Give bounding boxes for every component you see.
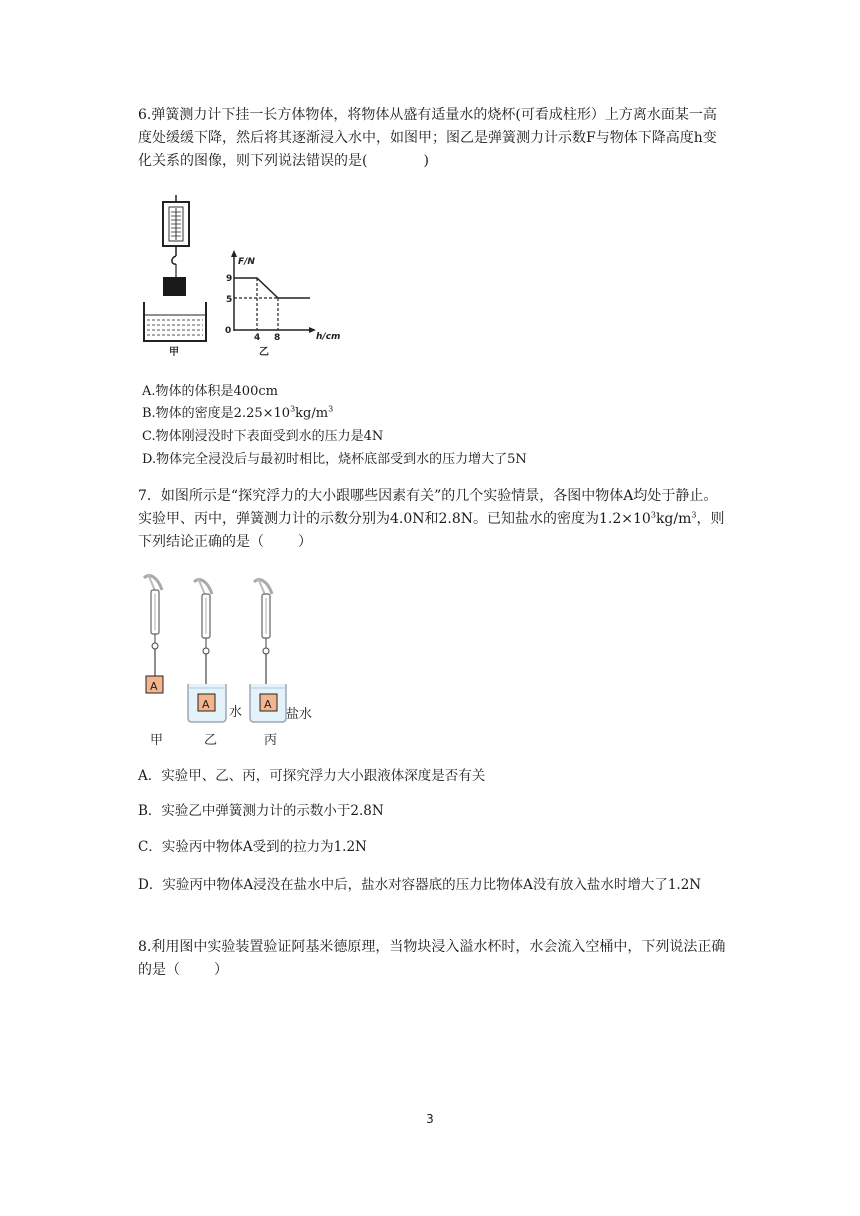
q7-option-c: C．实验丙中物体A受到的拉力为1.2N (138, 839, 367, 855)
question-6-stem: 6.弹簧测力计下挂一长方体物体，将物体从盛有适量水的烧杯(可看成柱形）上方离水面某一高度处缓缓下降，然后将其逐渐浸入水中，如图甲；图乙是弹簧测力计示数F与物体下降高度h变化关系的图像，则下列说法错误的是( ) (138, 107, 717, 169)
q7-option-b: B．实验乙中弹簧测力计的示数小于2.8N (138, 803, 384, 819)
brine-label: 盐水 (286, 707, 313, 722)
question-7-figure (138, 568, 328, 750)
graph-y-axis-label: F/N (238, 257, 255, 267)
graph-x-tick-4: 4 (254, 333, 261, 343)
q6-option-c: C.物体刚浸没时下表面受到水的压力是4N (142, 429, 384, 444)
f-h-graph (225, 250, 340, 343)
q7-option-a: A．实验甲、乙、丙，可探究浮力大小跟液体深度是否有关 (138, 768, 486, 784)
graph-y-tick-9: 9 (226, 274, 233, 284)
graph-x-axis-label: h/cm (316, 332, 341, 342)
spring-scale (163, 195, 189, 277)
question-7-stem: 7．如图所示是“探究浮力的大小跟哪些因素有关”的几个实验情景，各图中物体A均处于静止。实验甲、丙中，弹簧测力计的示数分别为4.0N和2.8N。已知盐水的密度为$1.2\times 10^3kg/m^3$，则下列结论正确的是（ ） (138, 488, 725, 550)
setup-bing (250, 578, 286, 722)
water-label: 水 (229, 705, 243, 720)
label-bing-7: 丙 (264, 733, 278, 748)
setup-yi (188, 578, 226, 722)
label-jia: 甲 (169, 347, 179, 358)
question-8-stem: 8.利用图中实验装置验证阿基米德原理，当物块浸入溢水杯时，水会流入空桶中，下列说法正确的是（ ） (138, 939, 726, 978)
setup-jia (144, 574, 163, 693)
block-a-bing-label: A (264, 698, 272, 711)
label-yi-7: 乙 (204, 733, 218, 748)
block-a-jia-label: A (150, 680, 158, 693)
q6-option-b: B.物体的密度是$2.25\times 10^3kg/m^3$ (142, 404, 334, 421)
q7-option-d: D．实验丙中物体A浸没在盐水中后，盐水对容器底的压力比物体A没有放入盐水时增大了1.2N (138, 877, 702, 893)
label-jia-7: 甲 (150, 733, 164, 748)
graph-y-tick-5: 5 (226, 295, 233, 305)
graph-x-tick-8: 8 (274, 333, 281, 343)
rectangular-block (163, 277, 186, 296)
q6-option-a: A.物体的体积是400cm (142, 384, 278, 399)
graph-origin-label: 0 (225, 326, 232, 336)
label-yi: 乙 (259, 347, 269, 358)
q6-option-d: D.物体完全浸没后与最初时相比，烧杯底部受到水的压力增大了5N (142, 452, 527, 467)
page-number: 3 (426, 1112, 434, 1126)
beaker (144, 302, 206, 341)
question-6-figure (138, 194, 358, 358)
graph-curve (234, 278, 310, 298)
block-a-yi-label: A (202, 698, 210, 711)
